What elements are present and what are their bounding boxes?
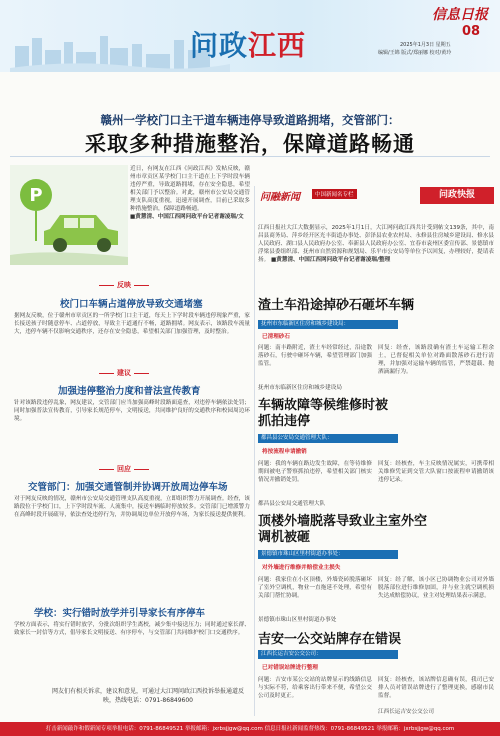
- section-subhead-police: 交管部门：加强交通管制并协调开放周边停车场: [28, 482, 228, 493]
- item-unit-tail: 抚州市东临新区住房和城乡建设局: [258, 385, 342, 391]
- item-status: 已对错误站牌进行整理: [262, 665, 318, 671]
- section-tag-report: 反映: [94, 280, 154, 290]
- item-unit-bar: 江西长运吉安公交公司：: [258, 650, 398, 659]
- item-question: 问题：吉安市某公交站的站牌显示的线路信息与实际不符，给乘客出行带来不便，希望公交公司及时更正。: [258, 677, 372, 699]
- editor-credits: 编辑/王锦 版式/郑丽娜 校对/黄玲: [378, 50, 452, 56]
- footer-hotline-bar: 打击新闻敲诈和假新闻专项举报电话：0791-86849521 举报邮箱：jxrbsjjgw@qq.com 信息日报社新闻监督热线：0791-86849521 举报邮箱：jxrbsjjgw@qq.com: [0, 722, 500, 736]
- section-body-school: 学校方面表示，将实行错时放学，分批次组织学生离校，减少集中接送压力；同时通过家长群、致家长一封信等方式，倡导家长文明接送、有序停车，与交管部门共同维护校门口交通秩序。: [14, 622, 250, 636]
- footer-note: 网友们有相关诉求，建议和意见，可通过大江网问政江西投诉举报通道反映，热线电话：0791-86849600: [51, 688, 244, 704]
- quick-report-label: 问政快报: [420, 187, 494, 204]
- brand-logo: 信息日报: [432, 7, 488, 23]
- item-answer: 回复：经了解，该小区已协调物业公司对外墙脱落部位进行维修加固，并与业主就空调机损失达成赔偿协议，业主对处理结果表示满意。: [378, 577, 494, 599]
- divider: [10, 156, 490, 157]
- parking-illustration: [10, 165, 128, 265]
- quick-report-intro: [258, 224, 494, 286]
- lead-intro: [130, 165, 250, 265]
- section-tag-suggest: 建议: [94, 368, 154, 378]
- item-unit-tail: 都昌县公安局交通管理大队: [258, 501, 326, 507]
- item-unit-tail: 江西长运吉安公交公司: [378, 709, 434, 715]
- item-unit-bar: 抚州市东临新区住房和城乡建设局：: [258, 320, 398, 329]
- item-question: 问题：我家住在小区顶楼，外墙瓷砖脱落砸坏了室外空调机，物业一直拖延不处理，希望有关部门帮忙协调。: [258, 577, 372, 599]
- svg-text:P: P: [29, 185, 43, 206]
- item-headline: 吉安一公交站牌存在错误: [258, 632, 402, 647]
- item-status: 对外墙进行维修并赔偿业主损失: [262, 565, 341, 571]
- item-answer: 回复：经核查，车主反映情况属实，可携带相关维修凭证到交管大队窗口按流程申请撤销该违停记录。: [378, 461, 494, 483]
- column-title-red: 江西: [248, 29, 307, 62]
- section-subhead-suggest: 加强违停整治力度和普法宣传教育: [58, 386, 201, 397]
- column-divider: [254, 186, 255, 716]
- item-headline: 顶楼外墙脱落导致业主室外空调机被砸: [258, 514, 428, 545]
- item-unit-bar: 景德镇市珠山区里村街道办事处：: [258, 550, 398, 559]
- column-logo: 问融新闻: [260, 192, 300, 203]
- column-title-blue: 问政: [190, 29, 249, 62]
- section-body-suggest: 针对该路段违停乱象，网友建议，交管部门应当加强高峰时段路面巡查，对违停车辆依法处罚；同时加强普法宣传教育，引导家长规范停车，文明接送，共同维护良好的交通秩序和校园周边环境。: [14, 400, 250, 422]
- section-tag-response: 回应: [94, 464, 154, 474]
- section-body-police: 对于网友反映的情况，赣州市公安局交通管理支队高度重视，立即组织警力开展调查。经查，该路段位于学校门口，上下学时段车流、人流集中，接送车辆临时停放较多。交管部门已增派警力在高峰时段开展疏导，依法查处违停行为，并协调周边单位开放停车场，为家长接送提供便利。: [14, 496, 250, 518]
- quick-report-byline: ■黄慧清、中国江西网问政平台记者谢凌瑞/整理: [270, 257, 391, 263]
- lead-intro-text: 近日，有网友在江西《问政江西》发帖反映，赣州市章贡区某学校门口主干道在上下学时段车辆违停严重，导致道路拥堵，存在安全隐患，希望相关部门予以整治。对此，赣州市公安局交通管理支队高度重视，迅速开展调查，目前已采取多种措施整治，保障道路畅通。: [130, 166, 250, 212]
- column-logo-sub: 中国新闻名专栏: [312, 189, 357, 199]
- lead-headline: 采取多种措施整治，保障道路畅通: [85, 132, 415, 156]
- item-question: 问题：南丰路附近，渣土车经常经过，沿途散落砂石，行驶中砸坏车辆，希望管理部门加强监管。: [258, 345, 372, 367]
- item-unit-tail: 景德镇市珠山区里村街道办事处: [258, 617, 337, 623]
- column-title: [190, 24, 306, 64]
- item-status: 已清理砂石: [262, 334, 290, 340]
- item-answer: 回复：经查，该路段确有渣土车运输工程余土，已督促相关单位对路面散落砂石进行清理，并加强对运输车辆的监管，严禁超载、抛洒滴漏行为。: [378, 345, 494, 375]
- section-subhead-school: 学校：实行错时放学并引导家长有序停车: [34, 608, 206, 619]
- issue-date: 2025年1月3日 星期五: [400, 42, 451, 48]
- lead-intro-byline: ■黄慧清、中国江西网问政平台记者谢凌瑞/文: [130, 214, 244, 220]
- page-number: 08: [462, 24, 481, 39]
- section-body-report: 据网友反映，位于赣州市章贡区的一所学校门口主干道，每天上下学时段车辆违停现象严重，家长接送孩子时随意停车、占道停放，导致主干道通行不畅，道路拥堵。网友表示，该路段车流量大，违停车辆不仅影响交通秩序，还存在安全隐患，希望相关部门加强管理，及时整治。: [14, 313, 250, 335]
- item-unit-bar: 都昌县公安局交通管理大队：: [258, 434, 398, 443]
- item-answer: 回复：经核查，该站牌信息确有误，我司已安排人员对错误站牌进行了整理更换，感谢市民监督。: [378, 677, 494, 699]
- item-question: 问题：我的车辆在路边发生故障，在等待维修期间被电子警察抓拍违停，希望相关部门核实情况并撤销处罚。: [258, 461, 372, 483]
- lead-kicker: 赣州一学校门口主干道车辆违停导致道路拥堵，交管部门：: [100, 113, 400, 127]
- item-headline: 渣土车沿途掉砂石砸坏车辆: [258, 298, 415, 313]
- quick-report-intro-text: 江西日报社大江大数据显示，2025年1月1日，大江网问政江西共计受到帖文139条，其中，南昌县商务局、萍乡经开区光丰街道办事处、彭泽县农业农村局、永修县住房城乡建设局、修水县人民政府、湖口县人民政府办公室、奉新县人民政府办公室、宜春市袁州区委宣传部、景德镇市浮梁县委组织部、抚州市自然资源和规划局、乐平市公安局等单位予以回复，办理较好，提请表扬。: [258, 225, 494, 263]
- section-subhead-report: 校门口车辆占道停放导致交通堵塞: [60, 299, 203, 310]
- item-status: 将按流程申请撤销: [262, 449, 307, 455]
- item-headline: 车辆故障等候维修时被抓拍违停: [258, 398, 389, 429]
